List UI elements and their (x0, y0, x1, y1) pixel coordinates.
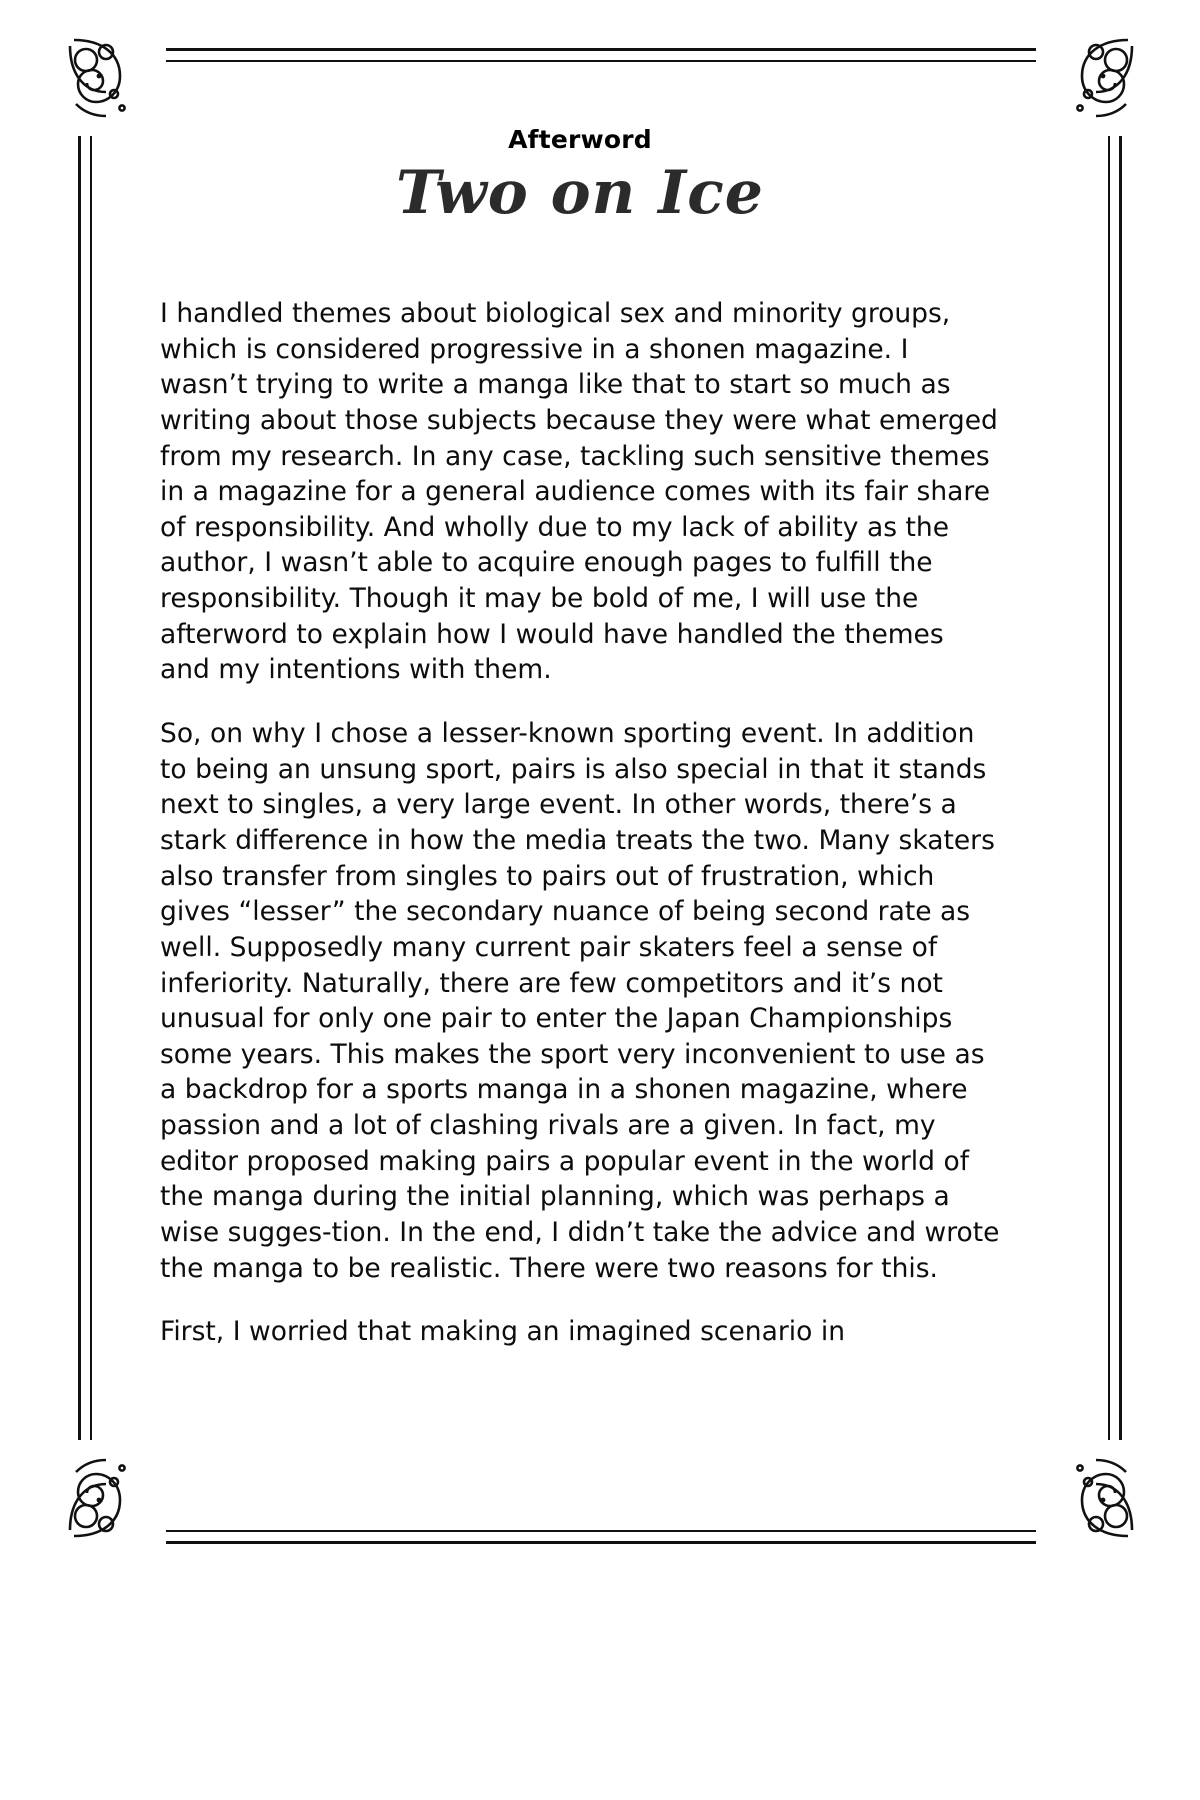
paragraph: I handled themes about biological sex and minority groups, which is considered progressive in a shonen magazine. I wasn’t trying to write a manga like that to start so much as writing about those subjects because they were what emerged from my research. In any case, tackling such sensitive themes in a magazine for a general audience comes with its fair share of responsibility. And wholly due to my lack of ability as the author, I wasn’t able to acquire enough pages to fulfill the responsibility. Though it may be bold of me, I will use the afterword to explain how I would have handled the themes and my intentions with them. (160, 298, 998, 686)
body-text (160, 296, 1000, 1350)
section-label: Afterword (508, 125, 652, 154)
page-content (160, 125, 1000, 1350)
corner-flourish-ornament-icon (1036, 32, 1140, 136)
page-title: Two on Ice (396, 158, 764, 228)
paragraph: So, on why I chose a lesser-known sporting event. In addition to being an unsung sport, pairs is also special in that it stands next to singles, a very large event. In other words, there’s a stark difference in how the media treats the two. Many skaters also transfer from singles to pairs out of frustration, which gives “lesser” the secondary nuance of being second rate as well. Supposedly many current pair skaters feel a sense of inferiority. Naturally, there are few competitors and it’s not unusual for only one pair to enter the Japan Championships some years. This makes the sport very inconvenient to use as a backdrop for a sports manga in a shonen magazine, where passion and a lot of clashing rivals are a given. In fact, my editor proposed making pairs a popular event in the world of the manga during the initial planning, which was perhaps a wise sugges-tion. In the end, I didn’t take the advice and wrote the manga to be realistic. There were two reasons for this. (160, 718, 1000, 1284)
corner-flourish-ornament-icon (1036, 1440, 1140, 1544)
corner-flourish-ornament-icon (62, 1440, 166, 1544)
corner-flourish-ornament-icon (62, 32, 166, 136)
paragraph: First, I worried that making an imagined scenario in (160, 1316, 845, 1348)
